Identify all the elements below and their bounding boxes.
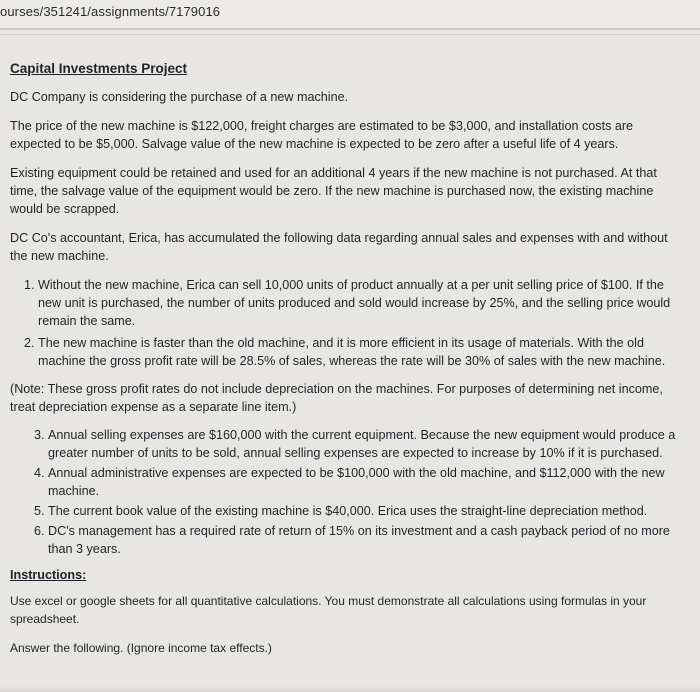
price-paragraph: The price of the new machine is $122,000, freight charges are estimated to be $3,000, and installation costs are expected to be $5,000. Salvage value of the new machine is expected to be zero after a useful life of 4 years. (10, 119, 634, 151)
intro-paragraph: DC Company is considering the purchase of a new machine. (10, 90, 349, 104)
instructions-heading: Instructions: (10, 568, 87, 582)
accountant-paragraph: DC Co's accountant, Erica, has accumulated the following data regarding annual sales and expenses with and without the new machine. (10, 231, 668, 263)
note-paragraph: (Note: These gross profit rates do not include depreciation on the machines. For purposes of determining net income, treat depreciation expense as a separate line item.) (10, 382, 663, 414)
data-list-1 (10, 276, 686, 370)
browser-address-bar[interactable] (0, 0, 700, 30)
list-item: 2. The new machine is faster than the old machine, and it is more efficient in its usage of materials. With the old machine the gross profit rate will be 28.5% of sales, whereas the rate will be 30% of sales with the new machine. (38, 334, 686, 370)
assignment-content (10, 60, 686, 668)
url-text[interactable]: ourses/351241/assignments/7179016 (0, 4, 221, 19)
list-item: 3. Annual selling expenses are $160,000 with the current equipment. Because the new equipment would produce a greater number of units to be sold, annual selling expenses are expected to increase by 10% if it is purchased. (48, 426, 686, 462)
list-item: 6. DC's management has a required rate of return of 15% on its investment and a cash payback period of no more than 3 years. (48, 522, 686, 558)
bottom-shadow (0, 686, 700, 692)
list-item: 4. Annual administrative expenses are expected to be $100,000 with the old machine, and $112,000 with the new machine. (48, 464, 686, 500)
instructions-text: Use excel or google sheets for all quantitative calculations. You must demonstrate all calculations using formulas in your spreadsheet. (10, 594, 647, 626)
existing-equipment-paragraph: Existing equipment could be retained and used for an additional 4 years if the new machine is not purchased. At that time, the salvage value of the equipment would be zero. If the new machine is purchased now, the existing machine would be scrapped. (10, 166, 657, 216)
answer-instructions: Answer the following. (Ignore income tax effects.) (10, 641, 272, 655)
divider (0, 28, 700, 30)
data-list-2 (10, 426, 686, 558)
assignment-title: Capital Investments Project (10, 61, 188, 76)
divider (0, 34, 700, 35)
list-item: 1. Without the new machine, Erica can sell 10,000 units of product annually at a per unit selling price of $100. If the new unit is purchased, the number of units produced and sold would increase by 25%, and the selling price would remain the same. (38, 276, 686, 330)
list-item: 5. The current book value of the existing machine is $40,000. Erica uses the straight-line depreciation method. (48, 502, 686, 520)
